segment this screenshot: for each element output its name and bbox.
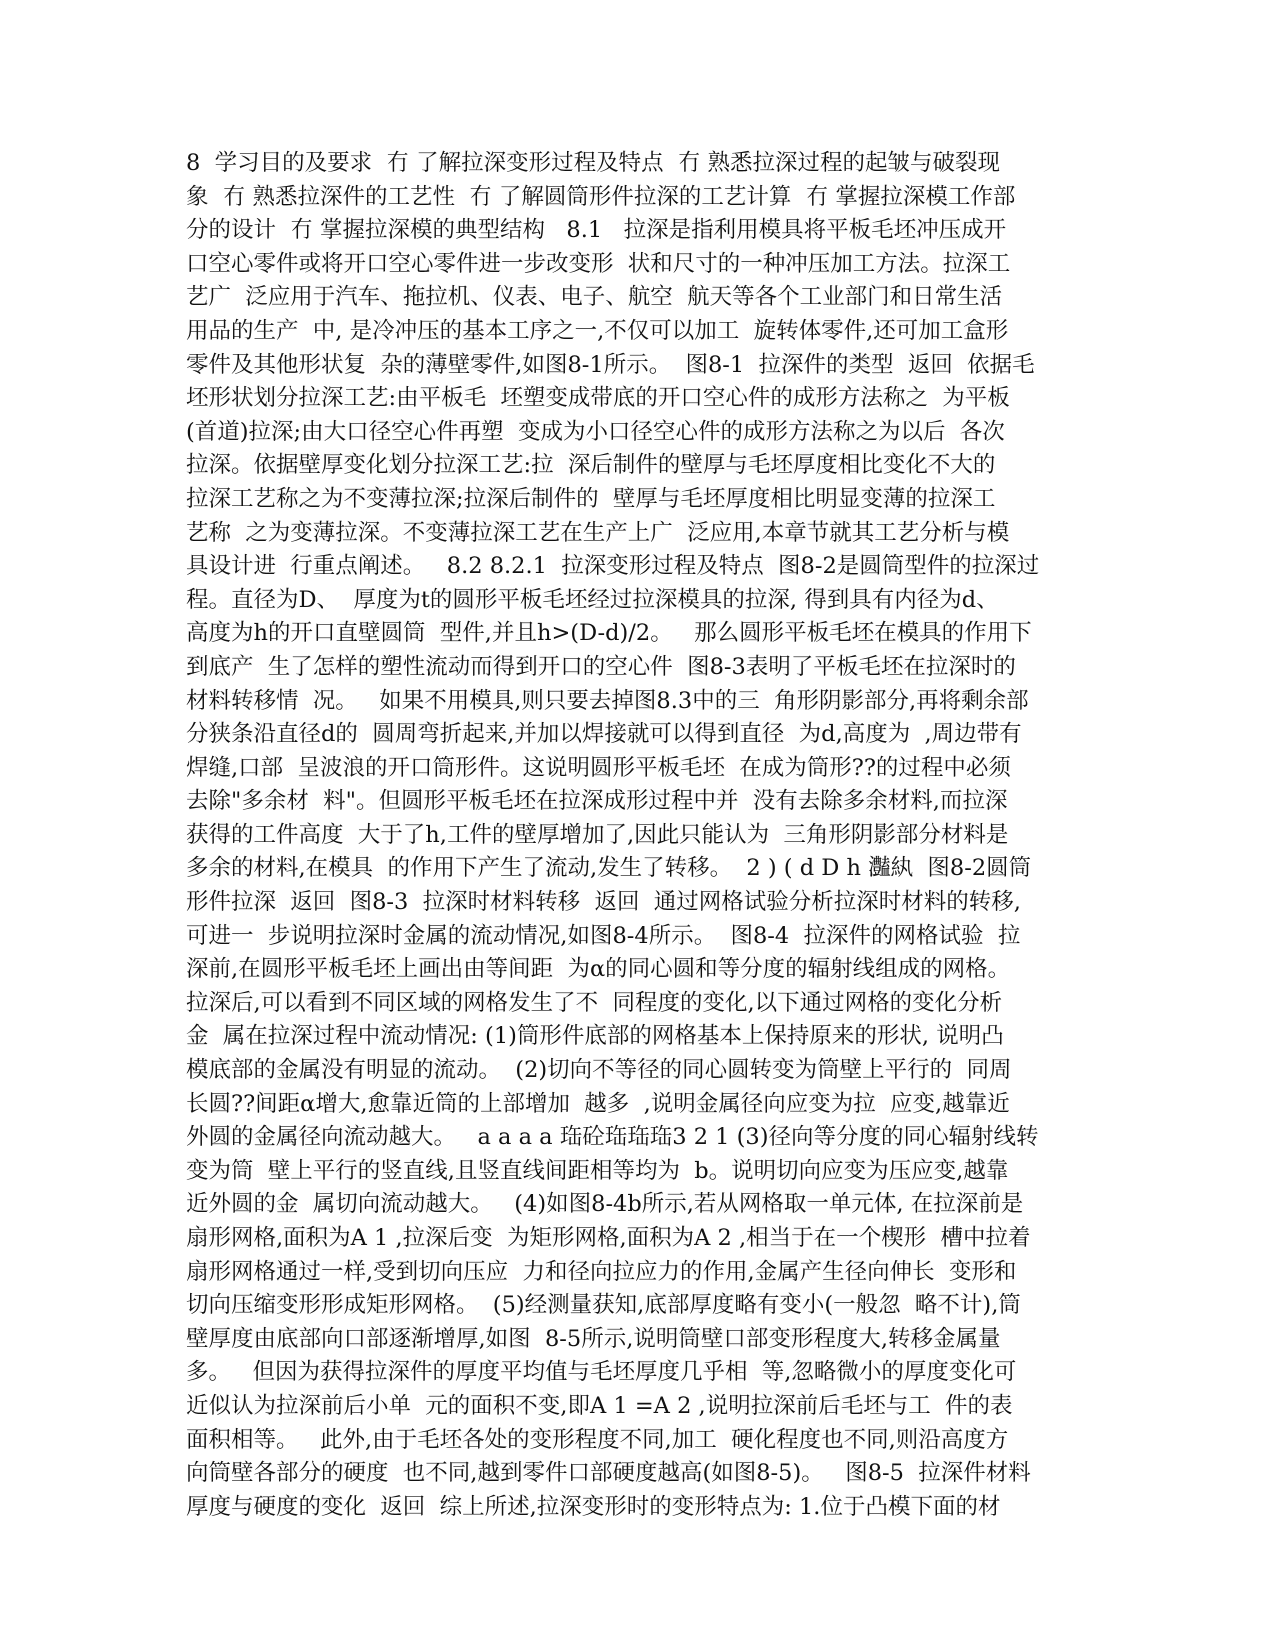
text-line: 程。直径为D、 厚度为t的圆形平板毛坯经过拉深模具的拉深, 得到具有内径为d、 xyxy=(186,586,999,613)
text-line: 零件及其他形状复 杂的薄壁零件,如图8-1所示。 图8-1 拉深件的类型 返回 依据毛 xyxy=(186,351,1035,378)
text-line: 长圆??间距α增大,愈靠近筒的上部增加 越多 ,说明金属径向应变为拉 应变,越靠近 xyxy=(186,1090,1010,1117)
text-line: 多。 但因为获得拉深件的厚度平均值与毛坯厚度几乎相 等,忽略微小的厚度变化可 xyxy=(186,1359,1017,1386)
text-line: 分狭条沿直径d的 圆周弯折起来,并加以焊接就可以得到直径 为d,高度为 ,周边带有 xyxy=(186,721,1022,748)
text-line: (首道)拉深;由大口径空心件再塑 变成为小口径空心件的成形方法称之为以后 各次 xyxy=(186,418,1005,445)
text-line: 切向压缩变形形成矩形网格。 (5)经测量获知,底部厚度略有变小(一般忽 略不计),筒 xyxy=(186,1292,1021,1319)
text-line: 高度为h的开口直壁圆筒 型件,并且h>(D-d)/2。 那么圆形平板毛坯在模具的作用下 xyxy=(186,620,1032,647)
text-line: 近似认为拉深前后小单 元的面积不变,即A 1 =A 2 ,说明拉深前后毛坯与工 件的表 xyxy=(186,1392,1013,1419)
text-line: 8 学习目的及要求 冇 了解拉深变形过程及特点 冇 熟悉拉深过程的起皱与破裂现 xyxy=(186,150,1001,176)
text-line: 近外圆的金 属切向流动越大。 (4)如图8-4b所示,若从网格取一单元体, 在拉深前是 xyxy=(186,1191,1024,1218)
text-line: 材料转移情 况。 如果不用模具,则只要去掉图8.3中的三 角形阴影部分,再将剩余部 xyxy=(186,687,1029,714)
text-line: 拉深工艺称之为不变薄拉深;拉深后制件的 壁厚与毛坯厚度相比明显变薄的拉深工 xyxy=(186,485,996,512)
text-line: 艺广 泛应用于汽车、拖拉机、仪表、电子、航空 航天等各个工业部门和日常生活 xyxy=(186,284,1003,311)
text-line: 形件拉深 返回 图8-3 拉深时材料转移 返回 通过网格试验分析拉深时材料的转移, xyxy=(186,889,1021,916)
text-line: 象 冇 熟悉拉深件的工艺性 冇 了解圆筒形件拉深的工艺计算 冇 掌握拉深模工作部 xyxy=(186,183,1016,210)
text-line: 深前,在圆形平板毛坯上画出由等间距 为α的同心圆和等分度的辐射线组成的网格。 xyxy=(186,956,1011,983)
text-line: 获得的工件高度 大于了h,工件的壁厚增加了,因此只能认为 三角形阴影部分材料是 xyxy=(186,821,1009,848)
text-line: 壁厚度由底部向口部逐渐增厚,如图 8-5所示,说明筒壁口部变形程度大,转移金属量 xyxy=(186,1325,1001,1352)
text-line: 口空心零件或将开口空心零件进一步改变形 状和尺寸的一种冲压加工方法。拉深工 xyxy=(186,250,1011,277)
text-line: 金 属在拉深过程中流动情况: (1)筒形件底部的网格基本上保持原来的形状, 说明凸 xyxy=(186,1023,1004,1050)
text-line: 外圆的金属径向流动越大。 a a a a 珤砼珤珤珤3 2 1 (3)径向等分度的同心辐射线转 xyxy=(186,1124,1039,1151)
text-line: 坯形状划分拉深工艺:由平板毛 坯塑变成带底的开口空心件的成形方法称之 为平板 xyxy=(186,385,1010,412)
text-line: 去除"多余材 料"。但圆形平板毛坯在拉深成形过程中并 没有去除多余材料,而拉深 xyxy=(186,788,1008,815)
text-line: 面积相等。 此外,由于毛坯各处的变形程度不同,加工 硬化程度也不同,则沿高度方 xyxy=(186,1426,1009,1453)
text-line: 分的设计 冇 掌握拉深模的典型结构 8.1 拉深是指利用模具将平板毛坯冲压成开 xyxy=(186,217,1007,244)
text-line: 焊缝,口部 呈波浪的开口筒形件。这说明圆形平板毛坯 在成为筒形??的过程中必须 xyxy=(186,754,1011,781)
text-line: 具设计进 行重点阐述。 8.2 8.2.1 拉深变形过程及特点 图8-2是圆筒型件的拉深过 xyxy=(186,553,1040,580)
text-line: 多余的材料,在模具 的作用下产生了流动,发生了转移。 2 ) ( d D h 灎紈 图8-2圆筒 xyxy=(186,855,1032,882)
text-line: 厚度与硬度的变化 返回 综上所述,拉深变形时的变形特点为: 1.位于凸模下面的材 xyxy=(186,1493,1001,1520)
body-text xyxy=(186,147,1096,1524)
text-line: 扇形网格,面积为A 1 ,拉深后变 为矩形网格,面积为A 2 ,相当于在一个楔形 槽中拉着 xyxy=(186,1225,1031,1251)
text-line: 扇形网格通过一样,受到切向压应 力和径向拉应力的作用,金属产生径向伸长 变形和 xyxy=(186,1258,1017,1285)
text-line: 用品的生产 中, 是冷冲压的基本工序之一,不仅可以加工 旋转体零件,还可加工盒形 xyxy=(186,317,1009,344)
text-line: 变为筒 壁上平行的竖直线,且竖直线间距相等均为 b。说明切向应变为压应变,越靠 xyxy=(186,1157,1009,1184)
text-line: 向筒壁各部分的硬度 也不同,越到零件口部硬度越高(如图8-5)。 图8-5 拉深件材料 xyxy=(186,1460,1031,1487)
text-line: 可进一 步说明拉深时金属的流动情况,如图8-4所示。 图8-4 拉深件的网格试验 拉 xyxy=(186,922,1021,949)
text-line: 拉深。依据壁厚变化划分拉深工艺:拉 深后制件的壁厚与毛坯厚度相比变化不大的 xyxy=(186,452,996,479)
text-line: 模底部的金属没有明显的流动。 (2)切向不等径的同心圆转变为筒壁上平行的 同周 xyxy=(186,1057,1012,1084)
text-line: 拉深后,可以看到不同区域的网格发生了不 同程度的变化,以下通过网格的变化分析 xyxy=(186,989,1003,1016)
text-line: 到底产 生了怎样的塑性流动而得到开口的空心件 图8-3表明了平板毛坯在拉深时的 xyxy=(186,653,1016,680)
text-line: 艺称 之为变薄拉深。不变薄拉深工艺在生产上广 泛应用,本章节就其工艺分析与模 xyxy=(186,519,1010,546)
